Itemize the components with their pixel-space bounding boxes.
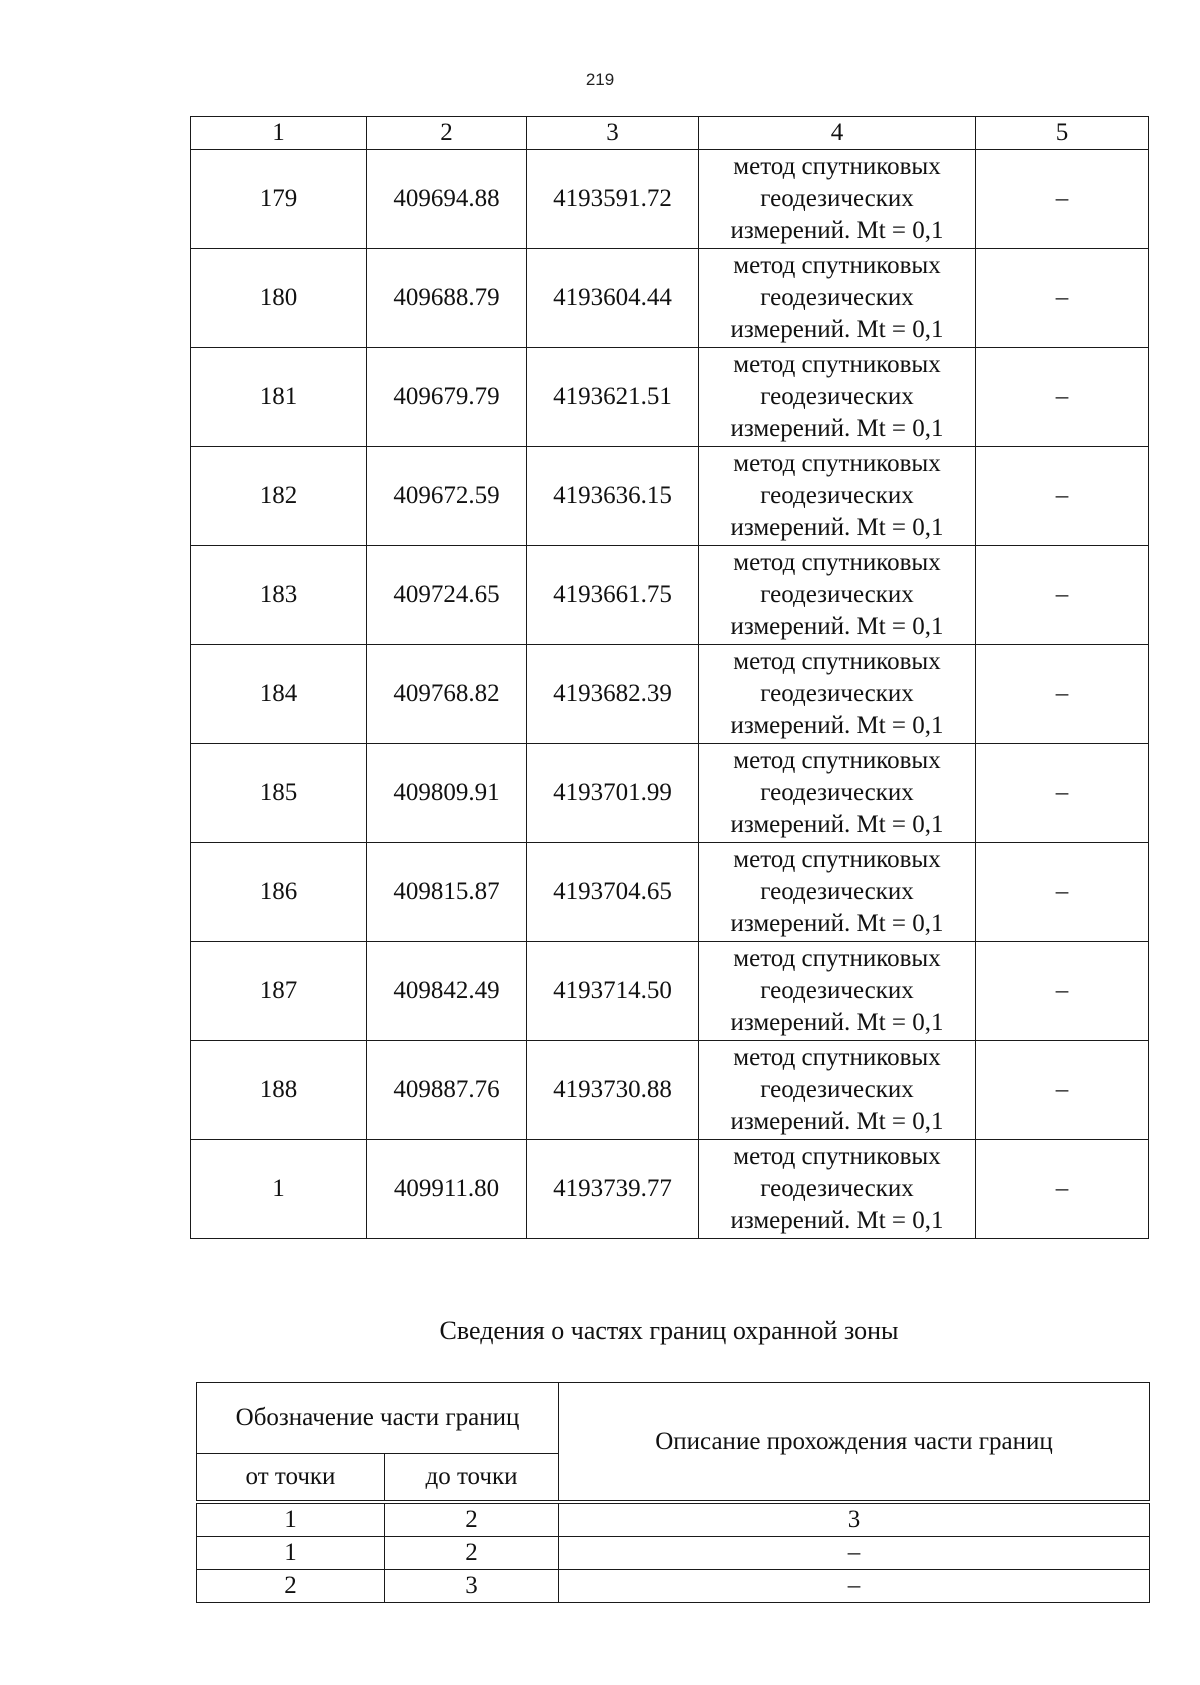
method-text-line: измерений. Mt = 0,1 [730,415,944,442]
method-text-line: метод спутниковых [733,549,941,576]
table-row [191,546,1149,645]
note-cell: – [976,1041,1149,1140]
coordinates-table [190,116,1149,1239]
column-number-row [191,117,1149,150]
note-cell: – [976,447,1149,546]
x-coordinate-cell: 409768.82 [367,645,527,744]
table-row [191,249,1149,348]
method-text-line: геодезических [760,977,914,1004]
note-cell: – [976,348,1149,447]
note-cell: – [976,942,1149,1041]
table-row [191,348,1149,447]
method-cell [699,447,976,546]
column-number: 4 [699,117,976,150]
point-cell: 1 [191,1140,367,1239]
column-number: 3 [559,1502,1150,1537]
method-text-line: измерений. Mt = 0,1 [730,613,944,640]
method-text-line: геодезических [760,581,914,608]
method-text-line: геодезических [760,1076,914,1103]
point-cell: 183 [191,546,367,645]
x-coordinate-cell: 409809.91 [367,744,527,843]
y-coordinate-cell: 4193714.50 [527,942,699,1041]
method-text-line: метод спутниковых [733,351,941,378]
y-coordinate-cell: 4193636.15 [527,447,699,546]
column-number: 2 [385,1502,559,1537]
y-coordinate-cell: 4193604.44 [527,249,699,348]
method-text-line: геодезических [760,185,914,212]
method-cell [699,150,976,249]
method-text-line: геодезических [760,779,914,806]
y-coordinate-cell: 4193661.75 [527,546,699,645]
method-text-line: геодезических [760,680,914,707]
method-cell [699,843,976,942]
method-cell [699,744,976,843]
x-coordinate-cell: 409672.59 [367,447,527,546]
method-cell [699,546,976,645]
y-coordinate-cell: 4193621.51 [527,348,699,447]
point-cell: 179 [191,150,367,249]
y-coordinate-cell: 4193739.77 [527,1140,699,1239]
y-coordinate-cell: 4193701.99 [527,744,699,843]
note-cell: – [976,546,1149,645]
designation-header: Обозначение части границ [197,1383,559,1454]
point-cell: 187 [191,942,367,1041]
point-cell: 181 [191,348,367,447]
method-text-line: геодезических [760,383,914,410]
table-row [191,942,1149,1041]
to-point-cell: 3 [385,1570,559,1603]
from-point-header: от точки [197,1454,385,1503]
method-text-line: геодезических [760,878,914,905]
method-text-line: геодезических [760,1175,914,1202]
method-text-line: метод спутниковых [733,450,941,477]
x-coordinate-cell: 409815.87 [367,843,527,942]
method-text-line: измерений. Mt = 0,1 [730,1009,944,1036]
column-number: 1 [191,117,367,150]
column-number: 2 [367,117,527,150]
method-text-line: метод спутниковых [733,252,941,279]
method-text-line: измерений. Mt = 0,1 [730,811,944,838]
method-text-line: метод спутниковых [733,747,941,774]
note-cell: – [976,744,1149,843]
table-row [197,1570,1150,1603]
x-coordinate-cell: 409724.65 [367,546,527,645]
x-coordinate-cell: 409688.79 [367,249,527,348]
section-title: Сведения о частях границ охранной зоны [439,1316,899,1345]
method-cell [699,249,976,348]
y-coordinate-cell: 4193591.72 [527,150,699,249]
table-row [191,645,1149,744]
header-row [197,1383,1150,1454]
method-cell [699,1041,976,1140]
column-number: 5 [976,117,1149,150]
y-coordinate-cell: 4193730.88 [527,1041,699,1140]
method-text-line: метод спутниковых [733,1044,941,1071]
method-text-line: измерений. Mt = 0,1 [730,316,944,343]
column-number-row [197,1502,1150,1537]
table-row [197,1537,1150,1570]
method-text-line: измерений. Mt = 0,1 [730,1108,944,1135]
from-point-cell: 1 [197,1537,385,1570]
note-cell: – [976,843,1149,942]
table-row [191,150,1149,249]
point-cell: 182 [191,447,367,546]
point-cell: 185 [191,744,367,843]
x-coordinate-cell: 409887.76 [367,1041,527,1140]
point-cell: 180 [191,249,367,348]
description-cell: – [559,1537,1150,1570]
method-text-line: измерений. Mt = 0,1 [730,712,944,739]
point-cell: 188 [191,1041,367,1140]
table-row [191,1140,1149,1239]
method-text-line: геодезических [760,284,914,311]
point-cell: 184 [191,645,367,744]
to-point-header: до точки [385,1454,559,1503]
to-point-cell: 2 [385,1537,559,1570]
method-text-line: метод спутниковых [733,1143,941,1170]
method-text-line: измерений. Mt = 0,1 [730,514,944,541]
table-row [191,744,1149,843]
x-coordinate-cell: 409842.49 [367,942,527,1041]
column-number: 1 [197,1502,385,1537]
method-text-line: метод спутниковых [733,153,941,180]
method-cell [699,942,976,1041]
page-number: 219 [585,70,615,89]
y-coordinate-cell: 4193682.39 [527,645,699,744]
method-text-line: измерений. Mt = 0,1 [730,910,944,937]
method-text-line: метод спутниковых [733,648,941,675]
x-coordinate-cell: 409679.79 [367,348,527,447]
method-cell [699,645,976,744]
point-cell: 186 [191,843,367,942]
method-text-line: метод спутниковых [733,945,941,972]
description-cell: – [559,1570,1150,1603]
method-cell [699,348,976,447]
boundary-parts-table [196,1382,1150,1603]
x-coordinate-cell: 409694.88 [367,150,527,249]
method-text-line: метод спутниковых [733,846,941,873]
note-cell: – [976,249,1149,348]
from-point-cell: 2 [197,1570,385,1603]
table-row [191,1041,1149,1140]
column-number: 3 [527,117,699,150]
table-row [191,843,1149,942]
method-text-line: измерений. Mt = 0,1 [730,1207,944,1234]
method-text-line: измерений. Mt = 0,1 [730,217,944,244]
table-row [191,447,1149,546]
note-cell: – [976,150,1149,249]
x-coordinate-cell: 409911.80 [367,1140,527,1239]
description-header: Описание прохождения части границ [559,1383,1150,1503]
note-cell: – [976,1140,1149,1239]
method-cell [699,1140,976,1239]
method-text-line: геодезических [760,482,914,509]
y-coordinate-cell: 4193704.65 [527,843,699,942]
note-cell: – [976,645,1149,744]
